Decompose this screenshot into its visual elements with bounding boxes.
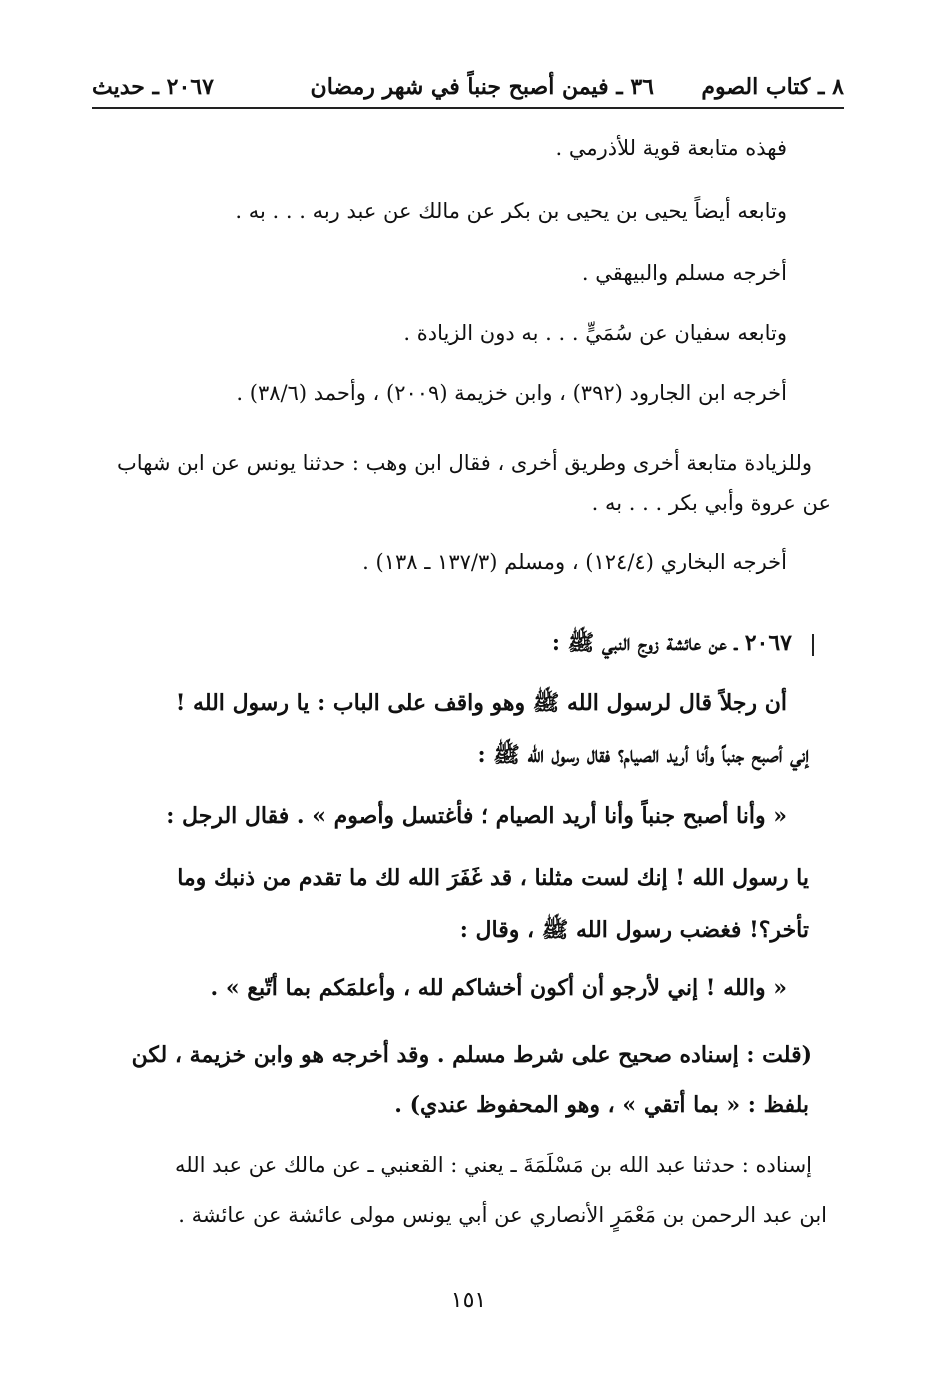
text-line: أخرجه ابن الجارود (٣٩٢) ، وابن خزيمة (٢٠٠٩) ، وأحمد (٣٨/٦) . xyxy=(236,381,787,405)
hadith-text-line: « وأنا أصبح جنباً وأنا أريد الصيام ؛ فأغتسل وأصوم » . فقال الرجل : xyxy=(166,803,787,829)
hadith-text-line: إني أصبح جنباً وأنا أريد الصيام؟ فقال رسول الله ﷺ : xyxy=(477,742,809,768)
grading-line: (قلت : إسناده صحيح على شرط مسلم . وقد أخرجه هو وابن خزيمة ، لكن xyxy=(131,1042,812,1068)
header-chapter-title: ٣٦ ـ فيمن أصبح جنباً في شهر رمضان xyxy=(310,74,654,100)
text-line: وتابعه سفيان عن سُمَيٍّ . . . به دون الزيادة . xyxy=(403,321,787,345)
text-line: وللزيادة متابعة أخرى وطريق أخرى ، فقال ابن وهب : حدثنا يونس عن ابن شهاب xyxy=(116,451,812,475)
text-line: وتابعه أيضاً يحيى بن يحيى بن بكر عن مالك عن عبد ربه . . . به . xyxy=(235,199,787,223)
grading-line: بلفظ : « بما أتقي » ، وهو المحفوظ عندي) . xyxy=(394,1092,809,1118)
page-number: ١٥١ xyxy=(450,1288,487,1313)
text-line: عن عروة وأبي بكر . . . به . xyxy=(591,491,831,515)
text-line: أخرجه البخاري (١٢٤/٤) ، ومسلم (١٣٧/٣ ـ ١٣٨) . xyxy=(362,550,787,574)
hadith-text-line: « والله ! إني لأرجو أن أكون أخشاكم لله ، وأعلمَكم بما أتّبع » . xyxy=(210,975,787,1001)
running-header xyxy=(92,70,844,106)
text-line: أخرجه مسلم والبيهقي . xyxy=(581,261,787,285)
hadith-text-line: أن رجلاً قال لرسول الله ﷺ وهو واقف على الباب : يا رسول الله ! xyxy=(175,690,787,716)
header-book-title: ٨ ـ كتاب الصوم xyxy=(701,74,844,100)
header-divider xyxy=(92,107,844,109)
isnad-line: إسناده : حدثنا عبد الله بن مَسْلَمَةَ ـ يعني : القعنبي ـ عن مالك عن عبد الله xyxy=(175,1153,812,1177)
isnad-line: ابن عبد الرحمن بن مَعْمَرٍ الأنصاري عن أبي يونس مولى عائشة عن عائشة . xyxy=(178,1203,827,1227)
hadith-heading: ٢٠٦٧ ـ عن عائشة زوج النبي ﷺ : xyxy=(551,630,792,656)
hadith-text-line: يا رسول الله ! إنك لست مثلنا ، قد غَفَرَ الله لك ما تقدم من ذنبك وما xyxy=(177,865,809,891)
header-hadith-number: ٢٠٦٧ ـ حديث xyxy=(92,74,214,100)
text-line: فهذه متابعة قوية للأذرمي . xyxy=(555,136,787,160)
hadith-text-line: تأخر؟! فغضب رسول الله ﷺ ، وقال : xyxy=(459,917,809,943)
hadith-marker xyxy=(812,634,814,656)
